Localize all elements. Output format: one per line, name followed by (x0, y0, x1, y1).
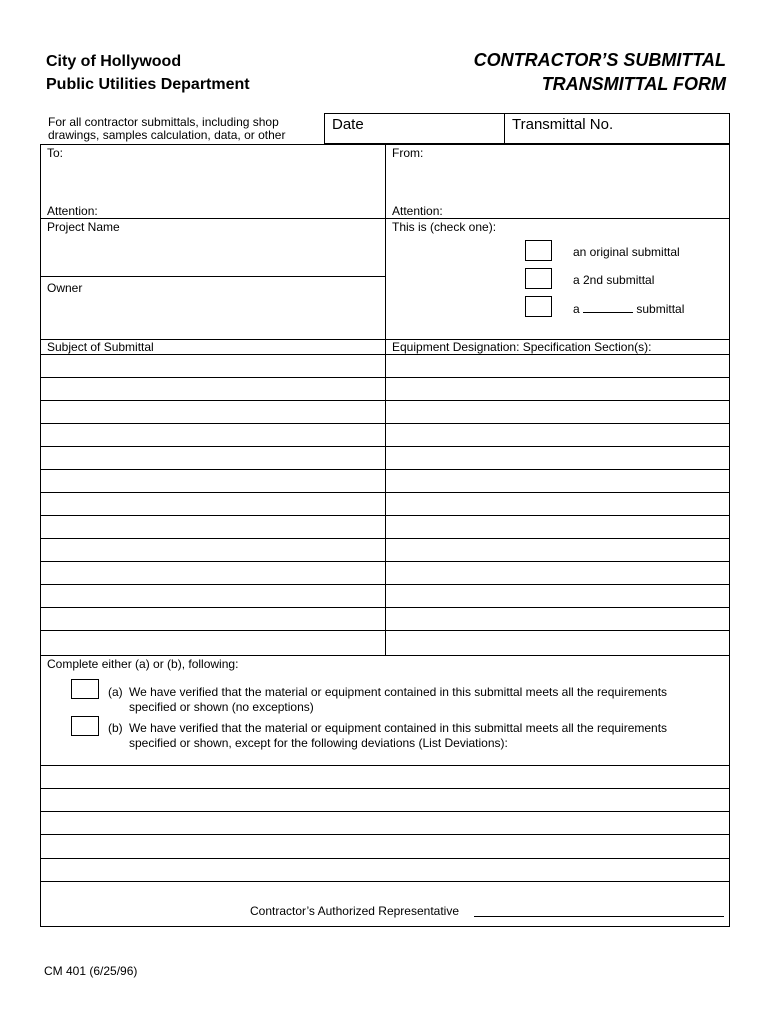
subject-row-rule (40, 377, 730, 378)
subject-row-rule (40, 423, 730, 424)
option-a-checkbox[interactable] (71, 679, 99, 699)
org-name: City of Hollywood (46, 53, 182, 70)
from-label: From: (392, 146, 424, 160)
option-nth-prefix: a (573, 302, 580, 316)
transmittal-no-label: Transmittal No. (512, 116, 614, 133)
subject-row-rule (40, 515, 730, 516)
signature-label: Contractor’s Authorized Representative (250, 904, 460, 918)
option-b-checkbox[interactable] (71, 716, 99, 736)
subject-row-rule (40, 538, 730, 539)
subject-row-rule (40, 561, 730, 562)
deviation-row-rule (40, 788, 730, 789)
subject-row-rule (40, 492, 730, 493)
option-b-text-line2: specified or shown, except for the following deviations (List Deviations): (129, 736, 508, 750)
compliance-instruction: Complete either (a) or (b), following: (47, 657, 239, 671)
subject-label: Subject of Submittal (47, 340, 154, 354)
deviation-row-rule (40, 765, 730, 766)
option-a-letter: (a) (108, 685, 123, 699)
equipment-label: Equipment Designation: Specification Section(s): (392, 340, 652, 354)
option-original-checkbox[interactable] (525, 240, 552, 261)
from-field[interactable] (388, 160, 728, 202)
subject-row-rule (40, 469, 730, 470)
project-name-field[interactable] (42, 235, 382, 275)
form-title-line1: CONTRACTOR’S SUBMITTAL (473, 50, 726, 70)
option-nth-suffix: submittal (636, 302, 685, 316)
option-a-text-line1: We have verified that the material or equipment contained in this submittal meets all the requirements (129, 685, 668, 699)
attention-right-label: Attention: (392, 204, 443, 218)
option-b-text-line1: We have verified that the material or equipment contained in this submittal meets all the requirements (129, 721, 668, 735)
deviation-row-rule (40, 834, 730, 835)
deviation-row-rule (40, 881, 730, 882)
check-one-label: This is (check one): (392, 220, 497, 234)
intro-note: For all contractor submittals, including shop drawings, samples calculation, data, or other (48, 115, 286, 142)
option-original-label: an original submittal (573, 245, 680, 259)
deviation-row-rule (40, 811, 730, 812)
owner-label: Owner (47, 281, 83, 295)
subject-row-rule (40, 630, 730, 631)
option-2nd-checkbox[interactable] (525, 268, 552, 289)
department-name: Public Utilities Department (46, 76, 250, 93)
attention-left-label: Attention: (47, 204, 98, 218)
subject-row-rule (40, 607, 730, 608)
subject-row-rule (40, 446, 730, 447)
date-field[interactable] (325, 133, 503, 143)
subject-row-rule (40, 400, 730, 401)
option-nth-blank[interactable] (583, 302, 633, 313)
option-nth-label (573, 302, 684, 316)
subject-row-rule (40, 584, 730, 585)
option-nth-checkbox[interactable] (525, 296, 552, 317)
transmittal-no-field[interactable] (505, 133, 729, 143)
to-field[interactable] (42, 160, 382, 202)
subject-row-rule (40, 354, 730, 355)
form-code: CM 401 (6/25/96) (44, 964, 138, 978)
project-name-label: Project Name (47, 220, 120, 234)
owner-field[interactable] (42, 296, 382, 336)
attention-rule (40, 218, 730, 219)
option-b-letter: (b) (108, 721, 123, 735)
owner-rule (40, 276, 386, 277)
form-title-line2: TRANSMITTAL FORM (541, 74, 726, 94)
to-label: To: (47, 146, 64, 160)
signature-line[interactable] (474, 916, 724, 917)
date-label: Date (332, 116, 364, 133)
deviation-row-rule (40, 858, 730, 859)
option-2nd-label: a 2nd submittal (573, 273, 655, 287)
option-a-text-line2: specified or shown (no exceptions) (129, 700, 314, 714)
